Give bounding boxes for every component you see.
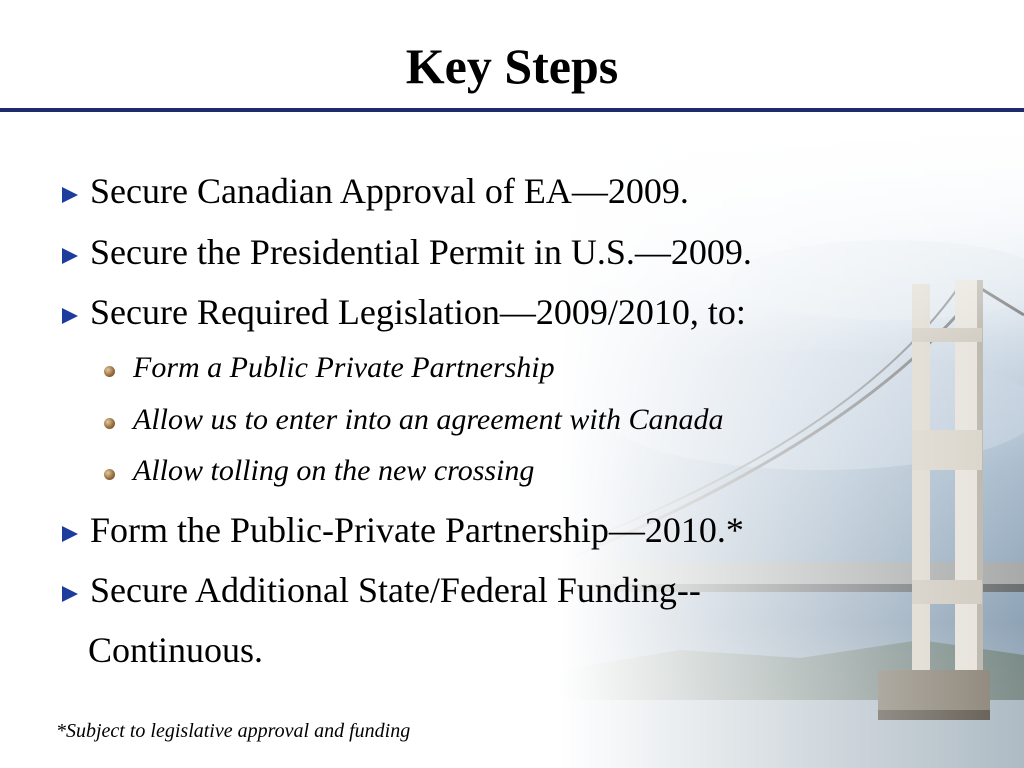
bullet-text: Secure the Presidential Permit in U.S.—2009. [90, 232, 752, 272]
bullet-item [62, 507, 744, 553]
triangle-arrow-icon [62, 526, 78, 542]
triangle-arrow-icon [62, 586, 78, 602]
round-dot-icon [104, 366, 115, 377]
slide-title: Key Steps [405, 38, 619, 94]
title-divider [0, 108, 1024, 112]
sub-bullet-item [104, 451, 534, 491]
triangle-arrow-icon [62, 308, 78, 324]
triangle-arrow-icon [62, 187, 78, 203]
bullet-item [62, 567, 701, 613]
sub-bullet-item [104, 400, 724, 440]
bullet-item [62, 289, 746, 335]
round-dot-icon [104, 418, 115, 429]
bullet-text: Form the Public-Private Partnership—2010.* [90, 510, 744, 550]
sub-bullet-text: Form a Public Private Partnership [133, 351, 555, 384]
bullet-continuation-text: Continuous. [88, 630, 264, 670]
sub-bullet-text: Allow tolling on the new crossing [133, 454, 535, 487]
bullet-text: Secure Required Legislation—2009/2010, to: [90, 292, 746, 332]
bullet-text: Secure Canadian Approval of EA—2009. [90, 171, 689, 211]
bullet-text: Secure Additional State/Federal Funding-- [90, 570, 701, 610]
round-dot-icon [104, 469, 115, 480]
sub-bullet-item [104, 348, 555, 388]
triangle-arrow-icon [62, 248, 78, 264]
sub-bullet-text: Allow us to enter into an agreement with Canada [133, 403, 724, 436]
bullet-item [62, 168, 689, 214]
bullet-item [62, 229, 752, 275]
footnote: *Subject to legislative approval and funding [56, 720, 411, 742]
